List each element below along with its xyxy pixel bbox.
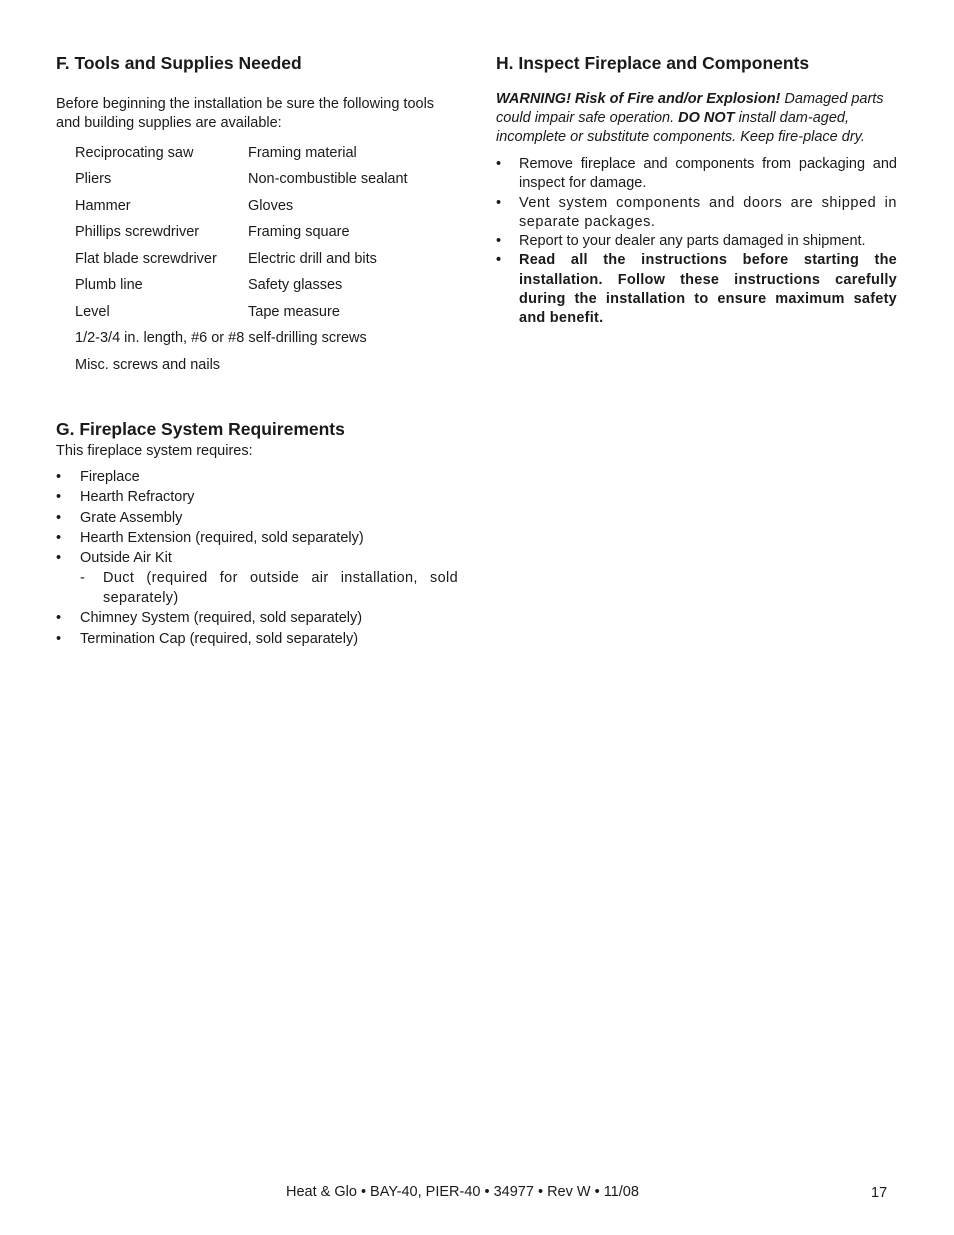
list-item — [56, 630, 458, 650]
tool-item: Pliers — [75, 171, 112, 188]
list-item-text: Hearth Refractory — [80, 489, 195, 506]
list-item-text: Read all the instructions before starting the installation. Follow these instructions carefully during the installation to ensure maximum safety and benefit. — [519, 252, 897, 327]
tool-item: Framing square — [248, 224, 350, 241]
warning-emphasis: DO NOT — [678, 110, 735, 126]
tool-item: Framing material — [248, 144, 357, 161]
warning-body: Damaged parts could impair safe operation. — [496, 91, 884, 126]
warning-body: install dam-aged, incomplete or substitute components. Keep fire-place dry. — [496, 110, 865, 145]
list-item-text: Report to your dealer any parts damaged in shipment. — [519, 233, 866, 250]
list-item — [496, 232, 897, 251]
tool-row — [75, 273, 458, 300]
tool-row — [75, 220, 458, 247]
bullet-icon: • — [496, 194, 502, 211]
list-item — [496, 251, 897, 328]
document-info: Heat & Glo • BAY-40, PIER-40 • 34977 • Rev W • 11/08 — [286, 1184, 639, 1200]
section-g-intro: This fireplace system requires: — [56, 443, 253, 459]
list-item-text: Vent system components and doors are shipped in separate packages. — [519, 194, 897, 230]
tool-item: Level — [75, 303, 110, 320]
tool-row — [75, 140, 458, 167]
warning-text — [496, 90, 897, 147]
section-f-intro: Before beginning the installation be sure the following tools and building supplies are available: — [56, 96, 435, 131]
tool-item-wide: 1/2-3/4 in. length, #6 or #8 self-drilling screws — [75, 330, 367, 347]
section-h — [496, 52, 897, 329]
tool-item: Hammer — [75, 197, 131, 214]
list-item-text: Hearth Extension (required, sold separately) — [80, 529, 364, 546]
section-h-title: H. Inspect Fireplace and Components — [496, 53, 810, 73]
section-g — [56, 418, 458, 650]
list-item-text: Chimney System (required, sold separately) — [80, 610, 363, 627]
list-item — [56, 529, 458, 549]
bullet-icon: • — [56, 550, 62, 567]
bullet-icon: • — [56, 630, 62, 647]
list-item-text: Outside Air Kit — [80, 550, 172, 567]
bullet-icon: • — [56, 610, 62, 627]
requirements-list — [56, 468, 458, 649]
section-f-title: F. Tools and Supplies Needed — [56, 53, 302, 73]
list-item — [56, 609, 458, 629]
tool-item-wide: Misc. screws and nails — [75, 356, 221, 373]
list-item — [56, 488, 458, 508]
tool-item: Gloves — [248, 197, 294, 214]
tool-row — [75, 193, 458, 220]
tool-item: Non-combustible sealant — [248, 171, 408, 188]
tools-list — [75, 140, 458, 379]
bullet-icon: • — [496, 156, 502, 172]
bullet-icon: • — [56, 489, 62, 506]
tool-item: Reciprocating saw — [75, 144, 194, 161]
tool-row — [75, 167, 458, 194]
tool-item: Electric drill and bits — [248, 250, 377, 267]
sub-list-item — [56, 569, 458, 608]
tool-item: Phillips screwdriver — [75, 224, 200, 241]
list-item — [56, 549, 458, 569]
list-item — [496, 155, 897, 194]
tool-item: Plumb line — [75, 277, 143, 294]
list-item-text: Grate Assembly — [80, 509, 183, 526]
list-item-text: Termination Cap (required, sold separately) — [80, 630, 359, 647]
list-item-text: Fireplace — [80, 469, 140, 485]
bullet-icon: • — [496, 252, 502, 269]
list-item — [56, 468, 458, 488]
bullet-icon: • — [56, 509, 62, 526]
tool-item: Flat blade screwdriver — [75, 250, 217, 267]
tool-item: Safety glasses — [248, 277, 343, 294]
bullet-icon: • — [56, 529, 62, 546]
bullet-icon: • — [496, 233, 502, 250]
dash-icon: - — [80, 570, 86, 587]
section-f — [56, 52, 458, 379]
section-g-title: G. Fireplace System Requirements — [56, 419, 345, 439]
list-item-text: Remove fireplace and components from packaging and inspect for damage. — [519, 156, 897, 192]
tool-item: Tape measure — [248, 303, 340, 320]
list-item — [56, 509, 458, 529]
sub-list-item-text: Duct (required for outside air installation, sold separately) — [103, 570, 458, 606]
inspect-list — [496, 155, 897, 329]
list-item — [496, 194, 897, 233]
tool-row — [75, 299, 458, 326]
warning-lead: WARNING! Risk of Fire and/or Explosion! — [496, 91, 781, 107]
page-number: 17 — [871, 1185, 888, 1201]
bullet-icon: • — [56, 469, 62, 485]
tool-row — [75, 246, 458, 273]
